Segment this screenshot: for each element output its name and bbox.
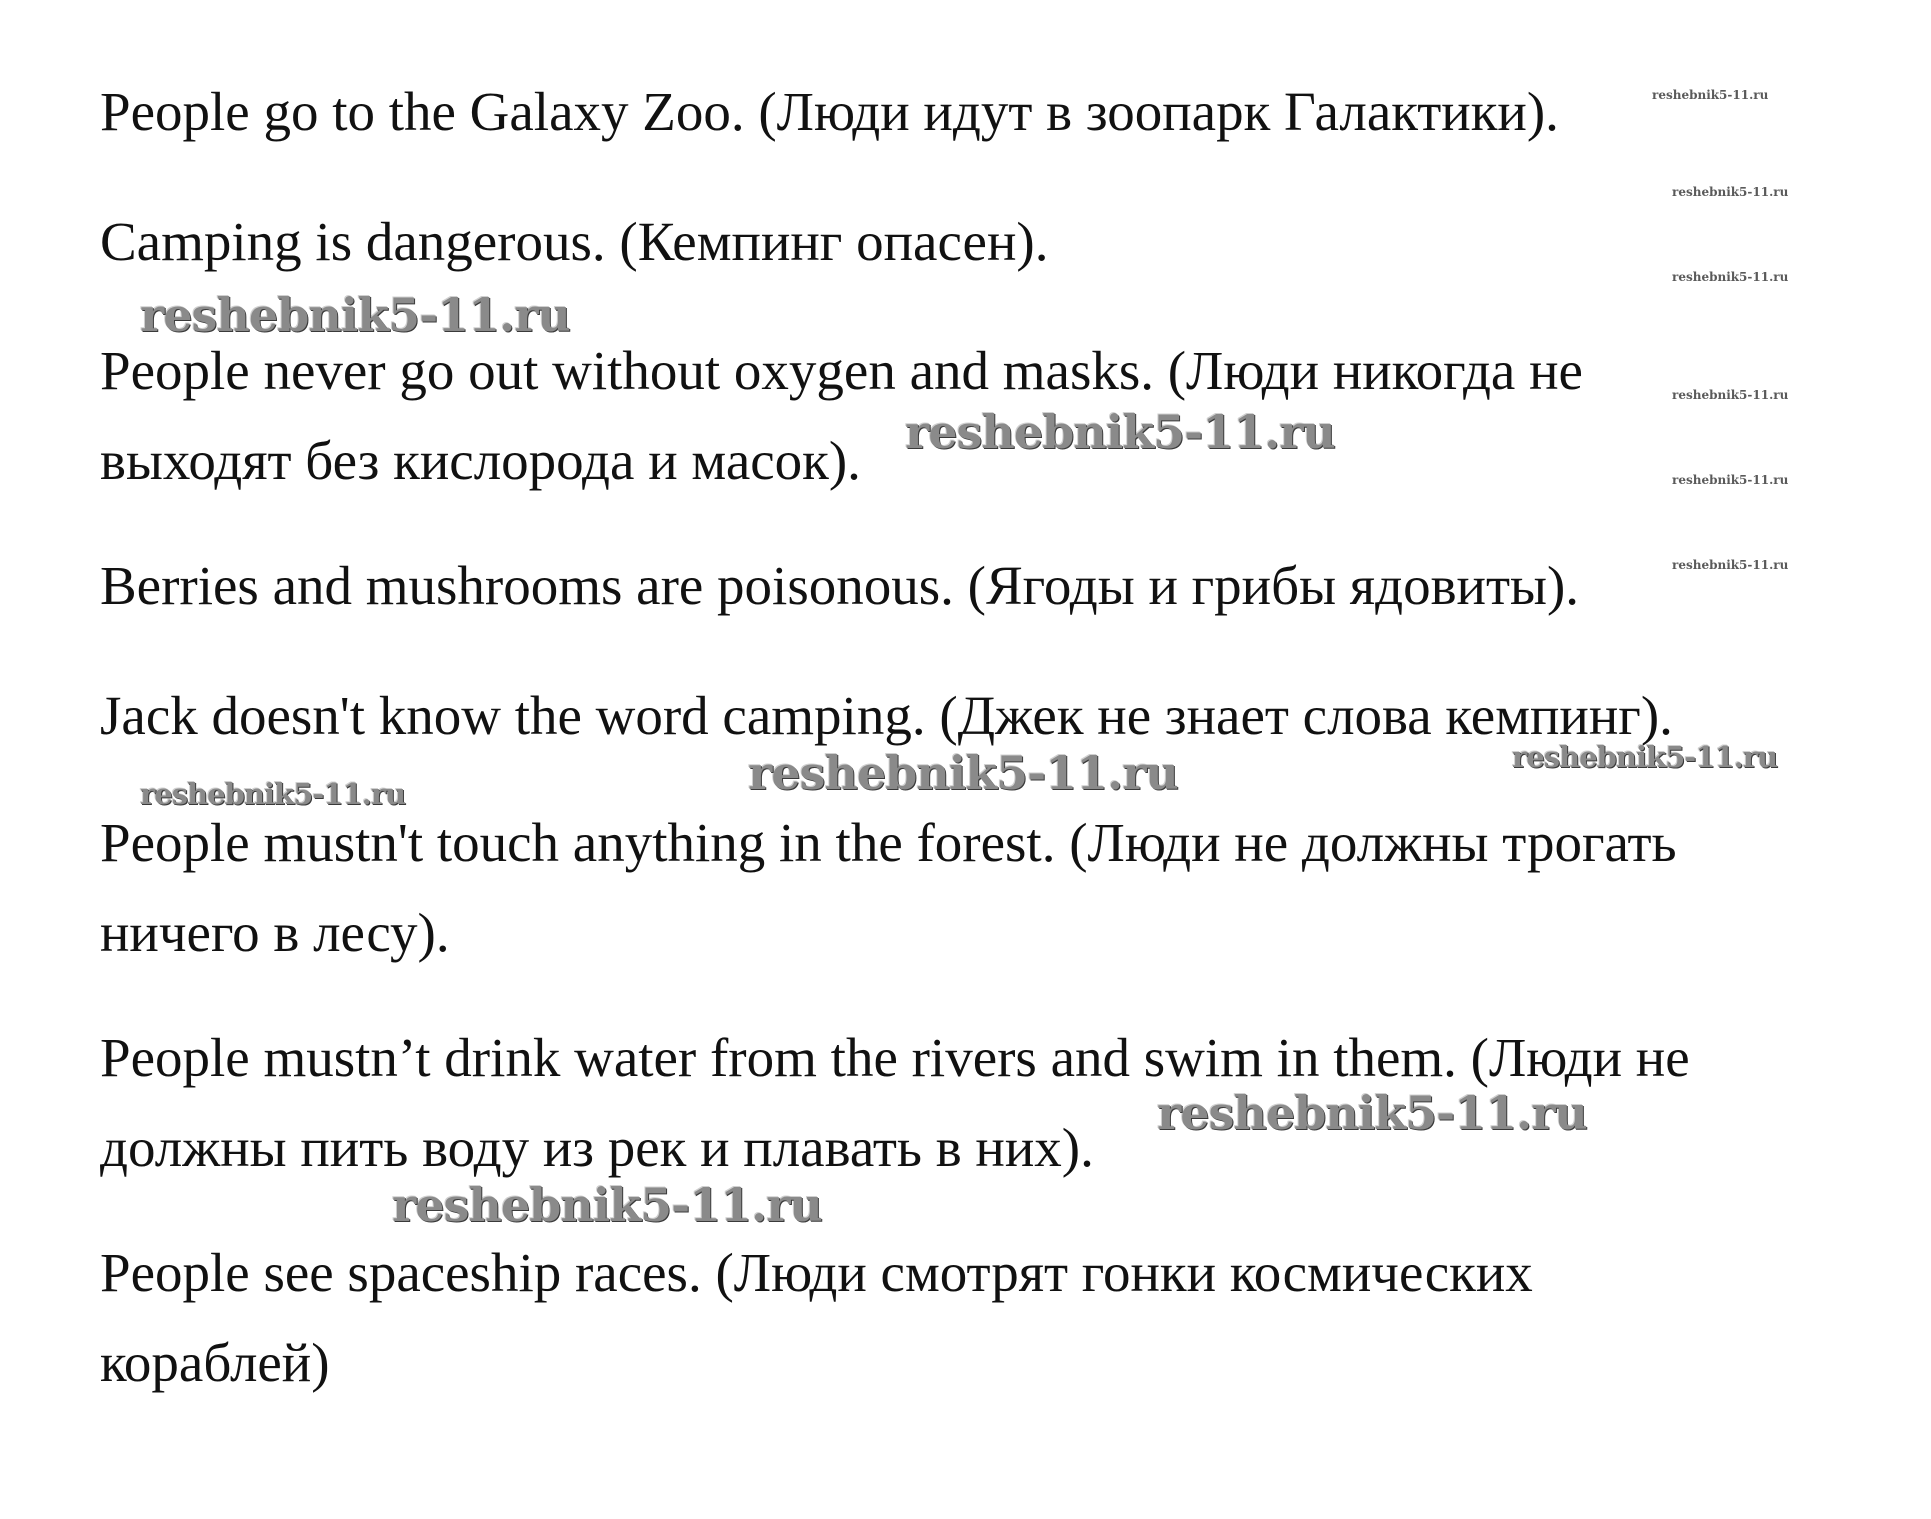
sentence-4: Berries and mushrooms are poisonous. (Ягоды и грибы ядовиты). [100, 555, 1580, 616]
watermark: reshebnik5-11.ru [1672, 185, 1789, 199]
watermark: reshebnik5-11.ru [1652, 88, 1769, 102]
sentence-5: Jack doesn't know the word camping. (Джек не знает слова кемпинг). [100, 685, 1673, 746]
sentence-6-line-1: People mustn't touch anything in the forest. (Люди не должны трогать [100, 812, 1677, 873]
watermark: reshebnik5-11.ru [140, 777, 406, 811]
sentence-8-line-2: кораблей) [100, 1332, 330, 1393]
sentence-2: Camping is dangerous. (Кемпинг опасен). [100, 211, 1049, 272]
watermark: reshebnik5-11.ru [905, 405, 1335, 459]
sentence-1: People go to the Galaxy Zoo. (Люди идут в зоопарк Галактики). [100, 81, 1559, 142]
watermark: reshebnik5-11.ru [392, 1178, 822, 1232]
sentence-3-line-2: выходят без кислорода и масок). [100, 430, 861, 491]
watermark: reshebnik5-11.ru [1672, 388, 1789, 402]
watermark: reshebnik5-11.ru [1672, 473, 1789, 487]
sentence-8-line-1: People see spaceship races. (Люди смотрят гонки космических [100, 1242, 1533, 1303]
watermark: reshebnik5-11.ru [1157, 1086, 1587, 1140]
sentence-7-line-2: должны пить воду из рек и плавать в них). [100, 1117, 1094, 1178]
watermark: reshebnik5-11.ru [748, 746, 1178, 800]
sentence-3-line-1: People never go out without oxygen and masks. (Люди никогда не [100, 340, 1583, 401]
watermark: reshebnik5-11.ru [140, 288, 570, 342]
sentence-7-line-1: People mustn’t drink water from the rivers and swim in them. (Люди не [100, 1027, 1690, 1088]
watermark: reshebnik5-11.ru [1672, 270, 1789, 284]
sentence-6-line-2: ничего в лесу). [100, 902, 450, 963]
watermark: reshebnik5-11.ru [1672, 558, 1789, 572]
watermark: reshebnik5-11.ru [1512, 740, 1778, 774]
